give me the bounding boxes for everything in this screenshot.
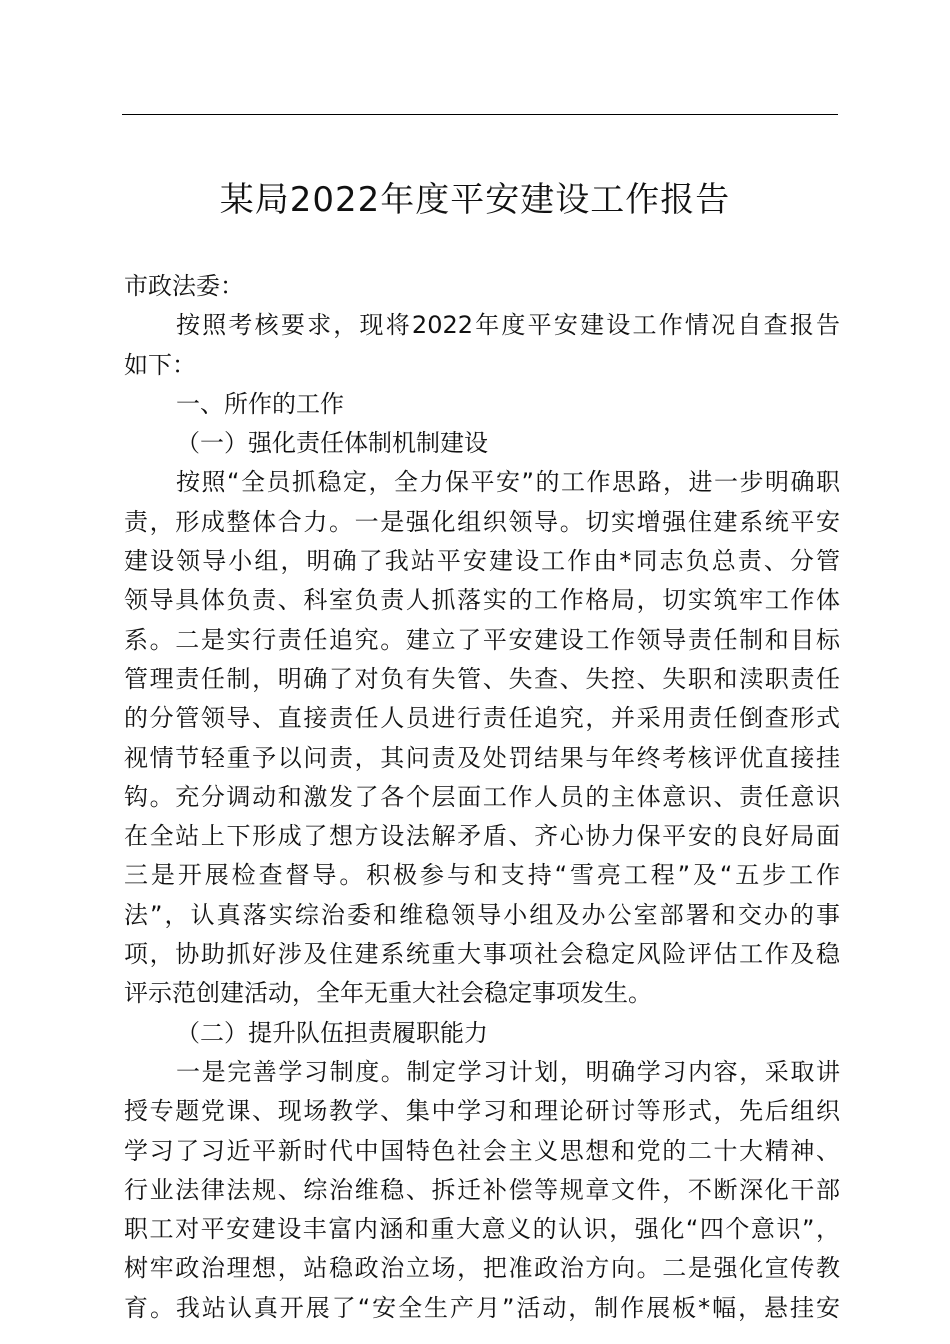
text-line: 在全站上下形成了想方设法解矛盾、齐心协力保平安的良好局面 — [124, 822, 840, 851]
text-line: 按照“全员抓稳定，全力保平安”的工作思路，进一步明确职 — [176, 468, 840, 497]
text-line: 管理责任制，明确了对负有失管、失查、失控、失职和渎职责任 — [124, 664, 840, 693]
text-line: 一是完善学习制度。制定学习计划，明确学习内容，采取讲 — [176, 1057, 840, 1086]
text-line: 市政法委： — [124, 272, 244, 300]
text-line: 如下： — [124, 350, 196, 379]
document-body — [124, 267, 840, 1328]
text-line: 学习了习近平新时代中国特色社会主义思想和党的二十大精神、 — [124, 1136, 840, 1165]
text-line: 按照考核要求，现将2022年度平安建设工作情况自查报告 — [176, 311, 840, 340]
text-line: 树牢政治理想，站稳政治立场，把准政治方向。二是强化宣传教 — [124, 1254, 840, 1283]
text-line: 责，形成整体合力。一是强化组织领导。切实增强住建系统平安 — [124, 507, 840, 536]
text-line: 职工对平安建设丰富内涵和重大意义的认识，强化“四个意识”， — [124, 1215, 840, 1244]
text-line: 视情节轻重予以问责，其问责及处罚结果与年终考核评优直接挂 — [124, 743, 840, 772]
text-line: 三是开展检查督导。积极参与和支持“雪亮工程”及“五步工作 — [124, 861, 840, 890]
text-line: （二）提升队伍担责履职能力 — [176, 1018, 488, 1047]
text-line: 系。二是实行责任追究。建立了平安建设工作领导责任制和目标 — [124, 625, 840, 654]
text-line: 法”，认真落实综治委和维稳领导小组及办公室部署和交办的事 — [124, 900, 840, 929]
text-line: 建设领导小组，明确了我站平安建设工作由*同志负总责、分管 — [124, 547, 840, 576]
header-rule — [122, 114, 838, 115]
text-line: 评示范创建活动，全年无重大社会稳定事项发生。 — [124, 979, 652, 1008]
document-title: 某局2022年度平安建设工作报告 — [219, 180, 731, 220]
text-line: 项，协助抓好涉及住建系统重大事项社会稳定风险评估工作及稳 — [124, 940, 840, 969]
text-line: （一）强化责任体制机制建设 — [176, 429, 488, 458]
text-line: 一、所作的工作 — [176, 389, 344, 418]
text-line: 行业法律法规、综治维稳、拆迁补偿等规章文件，不断深化干部 — [124, 1175, 840, 1204]
text-line: 育。我站认真开展了“安全生产月”活动，制作展板*幅，悬挂安 — [124, 1293, 840, 1322]
text-line: 的分管领导、直接责任人员进行责任追究，并采用责任倒查形式 — [124, 704, 840, 733]
text-line: 钩。充分调动和激发了各个层面工作人员的主体意识、责任意识 — [124, 782, 840, 811]
text-line: 领导具体负责、科室负责人抓落实的工作格局，切实筑牢工作体 — [124, 586, 840, 615]
text-line: 授专题党课、现场教学、集中学习和理论研讨等形式，先后组织 — [124, 1097, 840, 1126]
